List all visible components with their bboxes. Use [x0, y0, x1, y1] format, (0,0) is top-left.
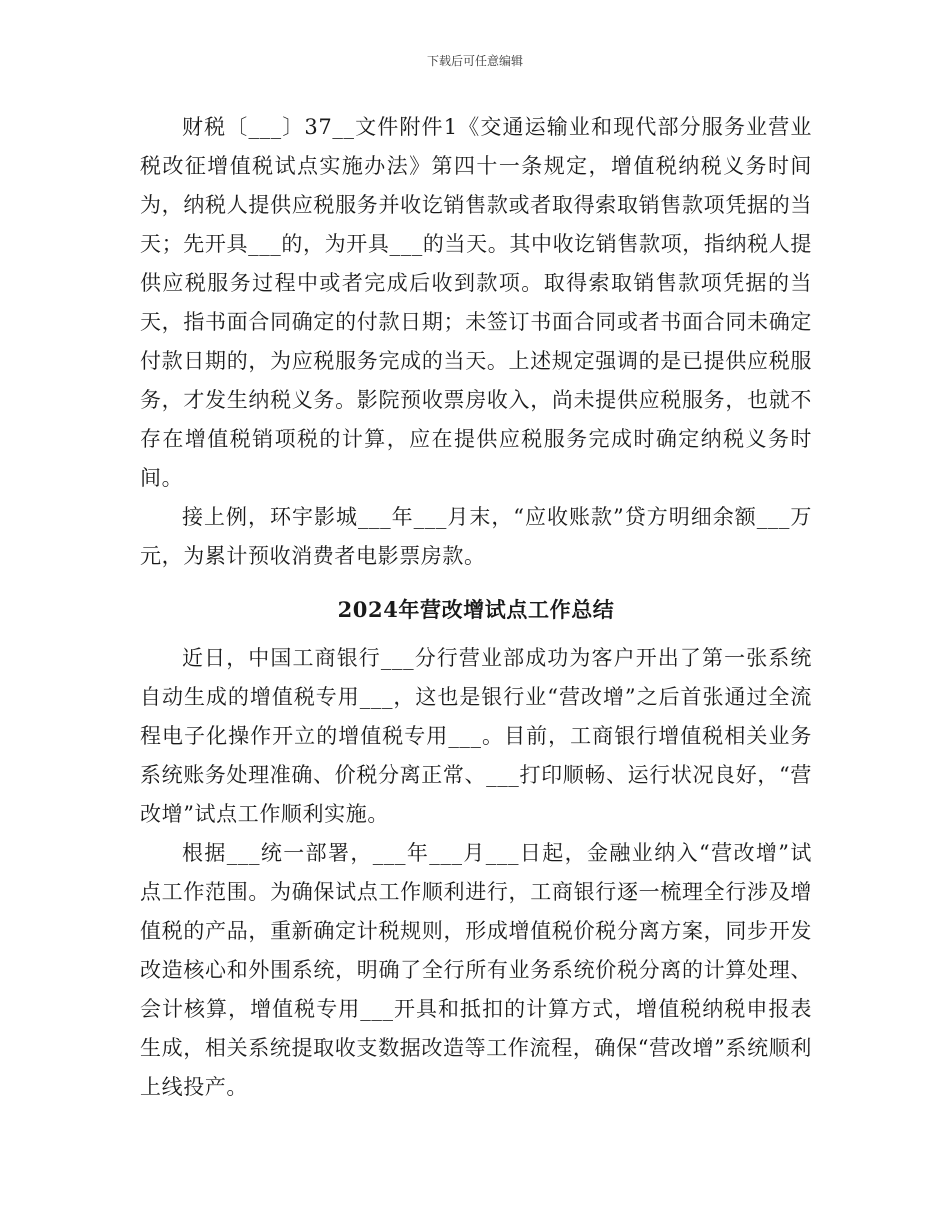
section-title: 2024年营改增试点工作总结 [337, 597, 615, 622]
body-paragraph: 根据___统一部署，___年___月___日起，金融业纳入“营改增”试点工作范围。为确保试点工作顺利进行，工商银行逐一梳理全行涉及增值税的产品，重新确定计税规则，形成增值税价税分离方案，同步开发改造核心和外围系统，明确了全行所有业务系统价税分离的计算处理、会计核算，增值税专用___开具和抵扣的计算方式，增值税纳税申报表生成，相关系统提取收支数据改造等工作流程，确保“营改增”系统顺利上线投产。 [140, 841, 812, 1099]
body-paragraph: 近日，中国工商银行___分行营业部成功为客户开出了第一张系统自动生成的增值税专用___，这也是银行业“营改增”之后首张通过全流程电子化操作开立的增值税专用___。目前，工商银行增值税相关业务系统账务处理准确、价税分离正常、___打印顺畅、运行状况良好，“营改增”试点工作顺利实施。 [140, 646, 812, 826]
body-paragraph: 财税〔___〕37__文件附件1《交通运输业和现代部分服务业营业税改征增值税试点实施办法》第四十一条规定，增值税纳税义务时间为，纳税人提供应税服务并收讫销售款或者取得索取销售款项凭据的当天；先开具___的，为开具___的当天。其中收讫销售款项，指纳税人提供应税服务过程中或者完成后收到款项。取得索取销售款项凭据的当天，指书面合同确定的付款日期；未签订书面合同或者书面合同未确定付款日期的，为应税服务完成的当天。上述规定强调的是已提供应税服务，才发生纳税义务。影院预收票房收入，尚未提供应税服务，也就不存在增值税销项税的计算，应在提供应税服务完成时确定纳税义务时间。 [140, 115, 812, 490]
body-paragraph: 接上例，环宇影城___年___月末，“应收账款”贷方明细余额___万元，为累计预收消费者电影票房款。 [140, 505, 812, 568]
document-body [140, 108, 812, 1107]
page-header: 下载后可任意编辑 [426, 54, 523, 68]
